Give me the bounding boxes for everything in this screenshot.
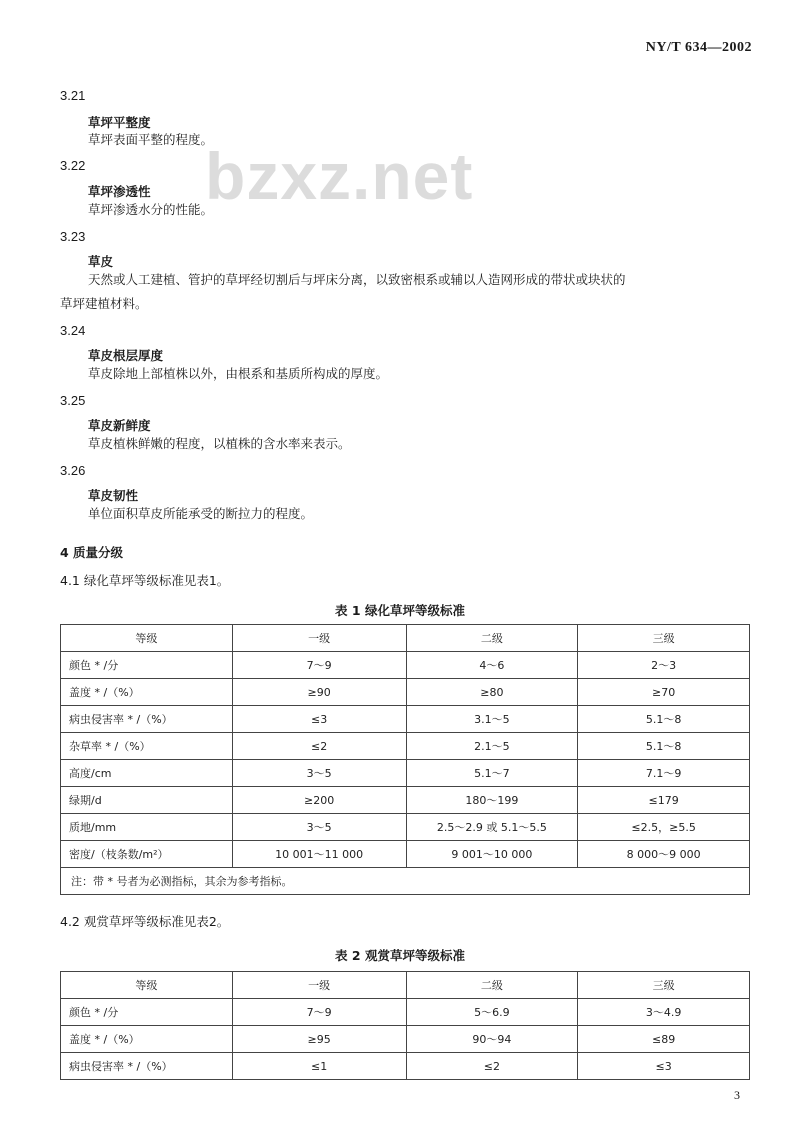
table-header-row	[61, 972, 750, 999]
table-cell: ≤3	[578, 1053, 750, 1080]
term-definition: 天然或人工建植、管护的草坪经切割后与坪床分离，以致密根系或辅以人造网形成的带状或块状的	[88, 272, 626, 287]
row-label: 高度/cm	[61, 760, 233, 787]
chapter-heading: 4 质量分级	[60, 545, 124, 560]
term-title: 草皮根层厚度	[88, 348, 164, 363]
table-cell: 3.1～5	[406, 706, 578, 733]
table-cell: ≤179	[578, 787, 750, 814]
table-cell: 2～3	[578, 652, 750, 679]
page-number: 3	[734, 1088, 740, 1102]
header-cell: 三级	[578, 625, 750, 652]
header-cell: 一级	[232, 972, 406, 999]
table-cell: 180～199	[406, 787, 578, 814]
table-cell: 5.1～7	[406, 760, 578, 787]
term-title: 草坪平整度	[88, 115, 151, 130]
header-cell: 三级	[578, 972, 750, 999]
table-cell: ≥95	[232, 1026, 406, 1053]
table-cell: 5～6.9	[406, 999, 578, 1026]
term-title: 草皮新鲜度	[88, 418, 151, 433]
table-cell: 5.1～8	[578, 733, 750, 760]
table-cell: 7～9	[232, 652, 406, 679]
table-cell: ≥80	[406, 679, 578, 706]
table-cell: 9 001～10 000	[406, 841, 578, 868]
table-2	[60, 971, 750, 1080]
table-cell: ≥90	[232, 679, 406, 706]
row-label: 病虫侵害率 * /（%）	[61, 706, 233, 733]
section-number: 3.24	[60, 323, 86, 338]
term-title: 草皮	[88, 254, 114, 269]
table-cell: 10 001～11 000	[232, 841, 406, 868]
row-label: 盖度 * /（%）	[61, 679, 233, 706]
term-definition: 草皮植株鲜嫩的程度，以植株的含水率来表示。	[88, 436, 351, 451]
table-row	[61, 814, 750, 841]
table-cell: 3～5	[232, 814, 406, 841]
table-cell: ≤2	[406, 1053, 578, 1080]
table-cell: 3～5	[232, 760, 406, 787]
table-cell: 8 000～9 000	[578, 841, 750, 868]
header-cell: 等级	[61, 625, 233, 652]
table-cell: 5.1～8	[578, 706, 750, 733]
table-cell: ≤89	[578, 1026, 750, 1053]
table-cell: ≤3	[232, 706, 406, 733]
table-cell: 90～94	[406, 1026, 578, 1053]
table-row	[61, 1026, 750, 1053]
section-number: 3.21	[60, 88, 86, 103]
header-cell: 二级	[406, 972, 578, 999]
header-cell: 二级	[406, 625, 578, 652]
table-note: 注：带 * 号者为必测指标，其余为参考指标。	[61, 868, 750, 895]
term-definition: 草皮除地上部植株以外，由根系和基质所构成的厚度。	[88, 366, 389, 381]
table-header-row	[61, 625, 750, 652]
table-1	[60, 624, 750, 895]
section-number: 3.22	[60, 158, 86, 173]
row-label: 质地/mm	[61, 814, 233, 841]
table-cell: 7.1～9	[578, 760, 750, 787]
section-number: 3.25	[60, 393, 86, 408]
term-definition: 草坪表面平整的程度。	[88, 132, 214, 147]
table-row	[61, 706, 750, 733]
table-cell: 2.1～5	[406, 733, 578, 760]
table-cell: 3～4.9	[578, 999, 750, 1026]
table-row	[61, 787, 750, 814]
table-cell: ≥70	[578, 679, 750, 706]
term-title: 草皮韧性	[88, 488, 139, 503]
table-row	[61, 733, 750, 760]
table-cell: ≤2.5，≥5.5	[578, 814, 750, 841]
table-row	[61, 652, 750, 679]
row-label: 病虫侵害率 * /（%）	[61, 1053, 233, 1080]
table-cell: 2.5～2.9 或 5.1～5.5	[406, 814, 578, 841]
row-label: 杂草率 * /（%）	[61, 733, 233, 760]
term-title: 草坪渗透性	[88, 184, 151, 199]
table-row	[61, 841, 750, 868]
table-cell: ≤2	[232, 733, 406, 760]
header-cell: 等级	[61, 972, 233, 999]
section-number: 3.23	[60, 229, 86, 244]
table-cell: ≥200	[232, 787, 406, 814]
term-definition: 单位面积草皮所能承受的断拉力的程度。	[88, 506, 314, 521]
row-label: 盖度 * /（%）	[61, 1026, 233, 1053]
table-note-row	[61, 868, 750, 895]
table-row	[61, 679, 750, 706]
header-cell: 一级	[232, 625, 406, 652]
term-definition-continued: 草坪建植材料。	[60, 296, 148, 311]
row-label: 绿期/d	[61, 787, 233, 814]
clause-text: 4.1 绿化草坪等级标准见表1。	[60, 573, 230, 588]
table-cell: 7～9	[232, 999, 406, 1026]
table-row	[61, 1053, 750, 1080]
row-label: 颜色 * /分	[61, 999, 233, 1026]
table-row	[61, 760, 750, 787]
table-caption: 表 2 观赏草坪等级标准	[335, 948, 465, 963]
watermark: bzxz.net	[205, 139, 474, 213]
clause-text: 4.2 观赏草坪等级标准见表2。	[60, 914, 230, 929]
table-cell: 4～6	[406, 652, 578, 679]
section-number: 3.26	[60, 463, 86, 478]
table-row	[61, 999, 750, 1026]
table-cell: ≤1	[232, 1053, 406, 1080]
term-definition: 草坪渗透水分的性能。	[88, 202, 214, 217]
row-label: 颜色 * /分	[61, 652, 233, 679]
standard-code: NY/T 634—2002	[645, 40, 752, 55]
table-caption: 表 1 绿化草坪等级标准	[335, 603, 465, 618]
row-label: 密度/（枝条数/m²）	[61, 841, 233, 868]
